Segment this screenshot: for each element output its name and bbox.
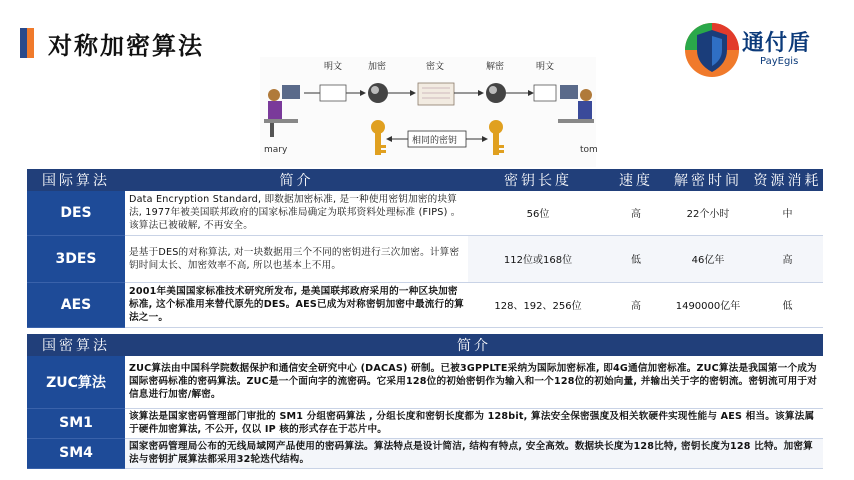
ciphertext-doc-icon <box>418 83 454 105</box>
header-cn-intro: 简介 <box>125 334 823 356</box>
table-row <box>27 356 823 408</box>
decrypt-node-icon <box>486 83 506 103</box>
logo-subtext: PayEgis <box>760 56 799 67</box>
header-intl-algo: 国际算法 <box>27 169 125 191</box>
algo-desc: ZUC算法由中国科学院数据保护和通信安全研究中心 (DACAS) 研制。已被3GPPLTE采纳为国际加密标准, 即4G通信加密标准。ZUC算法是我国第一个成为国际密码标准的密码算法。ZUC是一个面向字的流密码。它采用128位的初始密钥作为输入和一个128位的初始向量, 并输出关于字的密钥流。密钥流可用于对信息进行加密/解密。 <box>125 356 823 408</box>
key-icon-left <box>371 120 386 155</box>
plaintext-doc-icon <box>320 85 346 101</box>
resource-usage: 中 <box>752 191 823 235</box>
diagram-label-plaintext-2: 明文 <box>536 62 555 72</box>
key-length: 112位或168位 <box>468 235 608 282</box>
speed: 高 <box>608 191 664 235</box>
title-accent-bar-orange <box>27 28 34 58</box>
header-speed: 速度 <box>608 169 664 191</box>
symmetric-encryption-diagram <box>260 57 596 167</box>
title-accent-bar <box>20 28 27 58</box>
algo-name: ZUC算法 <box>27 356 125 408</box>
cn-algorithm-table <box>27 334 823 469</box>
algo-name: SM1 <box>27 408 125 438</box>
algo-desc: 国家密码管理局公布的无线局域网产品使用的密码算法。算法特点是设计简洁, 结构有特点, 安全高效。数据块长度为128比特, 密钥长度为128 比特。加密算法与密钥扩展算法都采用32轮迭代结构。 <box>125 438 823 468</box>
table-row <box>27 235 823 282</box>
resource-usage: 低 <box>752 282 823 327</box>
intl-algorithm-table <box>27 169 823 328</box>
diagram-label-ciphertext: 密文 <box>426 62 445 72</box>
key-length: 56位 <box>468 191 608 235</box>
table-row <box>27 408 823 438</box>
diagram-label-decrypt: 解密 <box>486 62 505 72</box>
resource-usage: 高 <box>752 235 823 282</box>
key-length: 128、192、256位 <box>468 282 608 327</box>
decrypt-time: 1490000亿年 <box>664 282 752 327</box>
speed: 高 <box>608 282 664 327</box>
table-row <box>27 191 823 235</box>
table-row <box>27 438 823 468</box>
page-title: 对称加密算法 <box>48 32 204 60</box>
algo-name: DES <box>27 191 125 235</box>
algo-name: 3DES <box>27 235 125 282</box>
sender-figure-icon <box>264 85 300 137</box>
algo-name: SM4 <box>27 438 125 468</box>
plaintext-doc-icon-2 <box>534 85 556 101</box>
diagram-key-label: 相同的密钥 <box>412 136 458 146</box>
algo-desc: 是基于DES的对称算法, 对一块数据用三个不同的密钥进行三次加密。计算密钥时间太长、加密效率不高, 所以也基本上不用。 <box>125 235 468 282</box>
header-intro: 简介 <box>125 169 468 191</box>
speed: 低 <box>608 235 664 282</box>
receiver-label: tom <box>580 145 598 155</box>
algo-desc: 2001年美国国家标准技术研究所发布, 是美国联邦政府采用的一种区块加密标准, 这个标准用来替代原先的DES。AES已成为对称密钥加密中最流行的算法之一。 <box>125 282 468 327</box>
table-row <box>27 282 823 327</box>
diagram-label-plaintext-1: 明文 <box>324 62 343 72</box>
header-key-length: 密钥长度 <box>468 169 608 191</box>
diagram-label-encrypt: 加密 <box>368 62 387 72</box>
algo-name: AES <box>27 282 125 327</box>
algo-desc: 该算法是国家密码管理部门审批的 SM1 分组密码算法 , 分组长度和密钥长度都为 128bit, 算法安全保密强度及相关软硬件实现性能与 AES 相当。该算法属于硬件加密算法, 不公开, 仅以 IP 核的形式存在于芯片中。 <box>125 408 823 438</box>
logo-text: 通付盾 <box>742 31 812 56</box>
sender-label: mary <box>264 145 288 155</box>
key-icon-right <box>489 120 504 155</box>
decrypt-time: 46亿年 <box>664 235 752 282</box>
decrypt-time: 22个小时 <box>664 191 752 235</box>
algo-desc: Data Encryption Standard, 即数据加密标准, 是一种使用密钥加密的块算法, 1977年被美国联邦政府的国家标准局确定为联邦资料处理标准 (FIPS) 。该算法已被破解, 不再安全。 <box>125 191 468 235</box>
encrypt-node-icon <box>368 83 388 103</box>
header-resource: 资源消耗 <box>752 169 823 191</box>
receiver-figure-icon <box>558 85 594 123</box>
header-cn-algo: 国密算法 <box>27 334 125 356</box>
header-decrypt-time: 解密时间 <box>664 169 752 191</box>
